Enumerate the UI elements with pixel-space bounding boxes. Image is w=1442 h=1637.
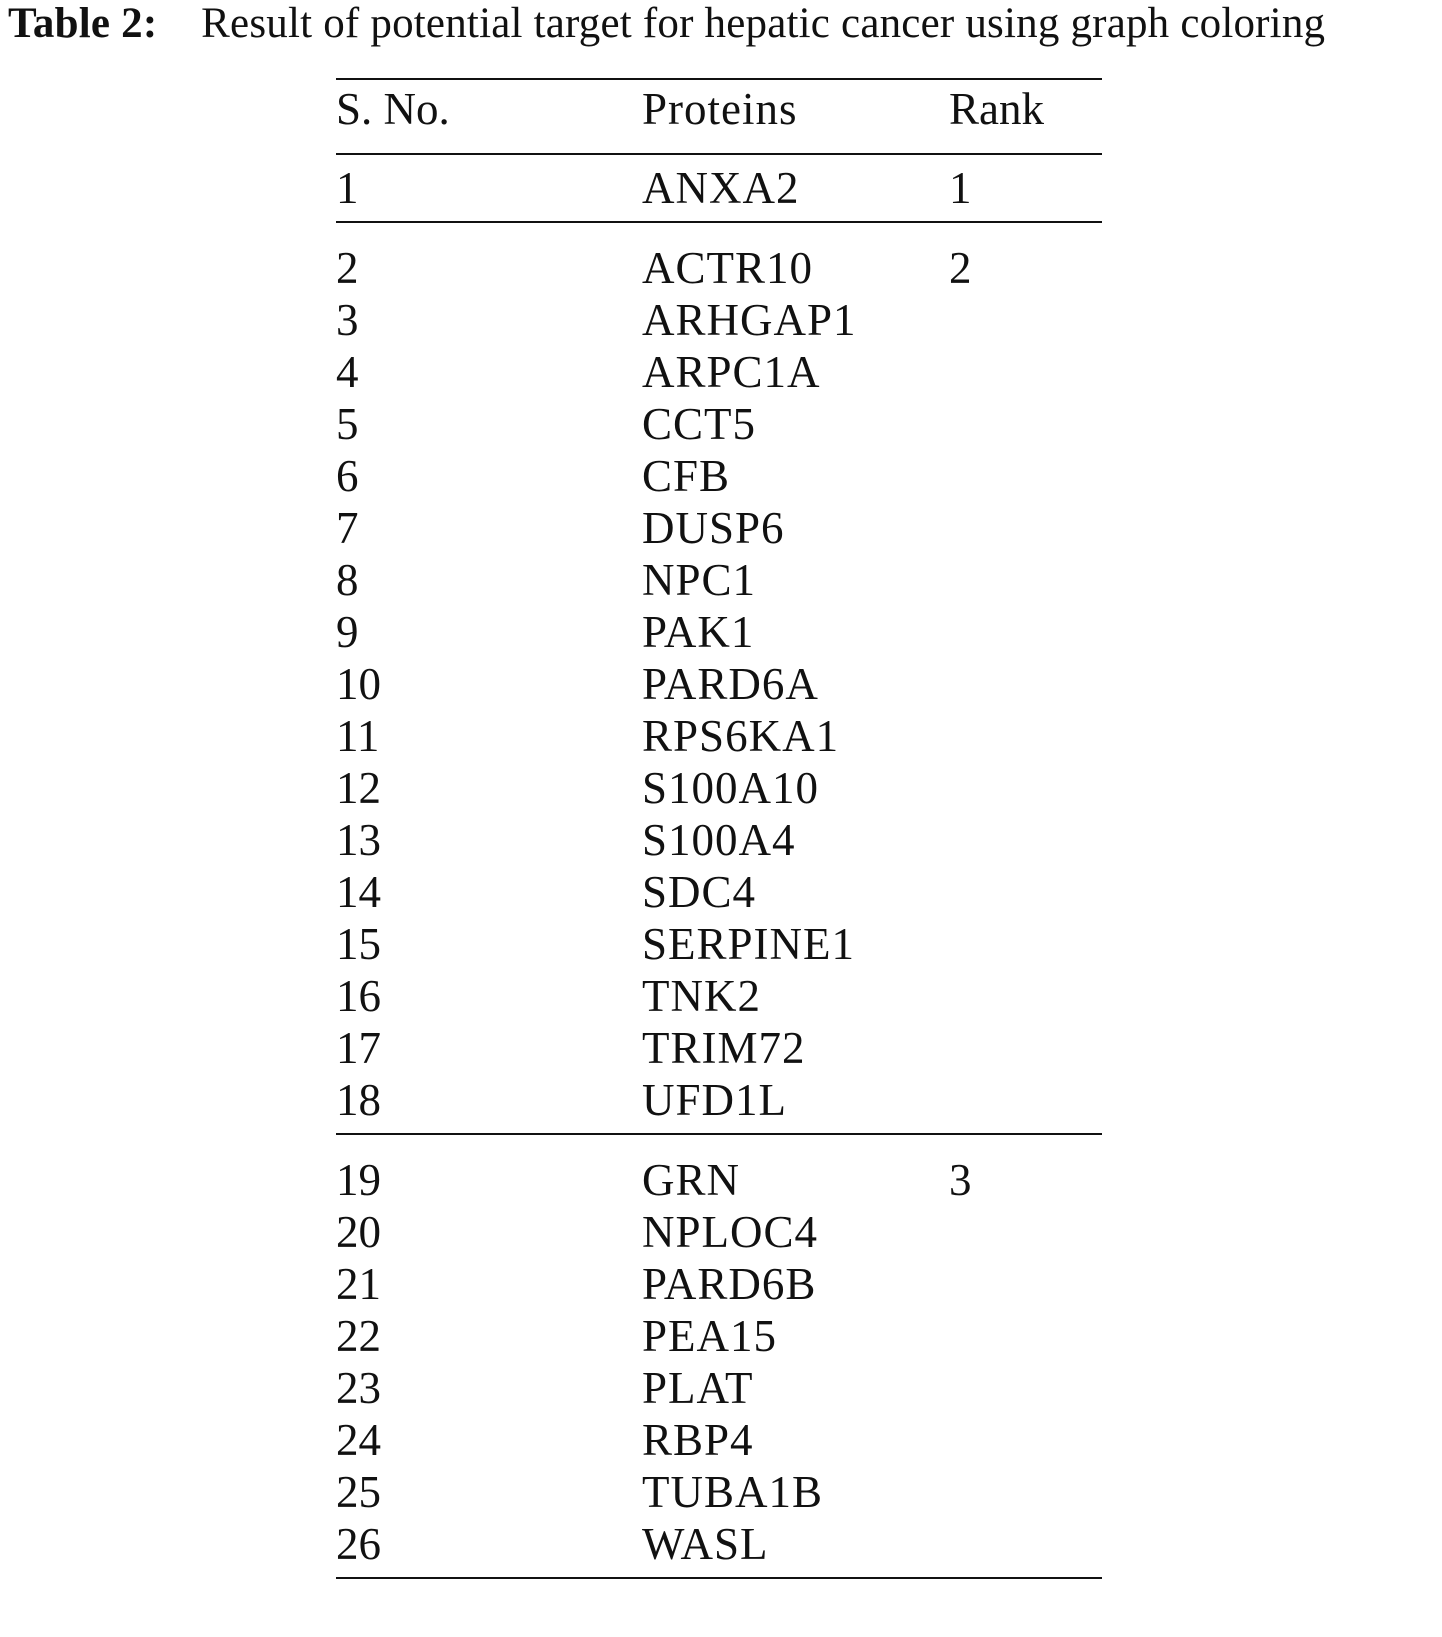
cell-protein: PARD6A bbox=[642, 659, 819, 709]
table-caption-spacer bbox=[168, 0, 190, 47]
table-caption bbox=[8, 0, 1325, 48]
cell-sno: 22 bbox=[336, 1311, 381, 1361]
header-rule bbox=[336, 153, 1102, 155]
table-caption-text: Result of potential target for hepatic cancer using graph coloring bbox=[201, 0, 1326, 47]
cell-protein: S100A4 bbox=[642, 815, 796, 865]
cell-sno: 19 bbox=[336, 1155, 381, 1205]
cell-sno: 13 bbox=[336, 815, 381, 865]
cell-sno: 8 bbox=[336, 555, 359, 605]
cell-sno: 9 bbox=[336, 607, 359, 657]
cell-protein: ARPC1A bbox=[642, 347, 821, 397]
cell-protein: S100A10 bbox=[642, 763, 820, 813]
cell-protein: ANXA2 bbox=[642, 163, 800, 213]
bottom-rule bbox=[336, 1577, 1102, 1579]
cell-sno: 11 bbox=[336, 711, 380, 761]
header-proteins: Proteins bbox=[642, 84, 798, 134]
cell-protein: ARHGAP1 bbox=[642, 295, 857, 345]
cell-sno: 4 bbox=[336, 347, 359, 397]
cell-protein: NPLOC4 bbox=[642, 1207, 819, 1257]
top-rule bbox=[336, 78, 1102, 80]
cell-protein: WASL bbox=[642, 1519, 769, 1569]
cell-sno: 18 bbox=[336, 1075, 381, 1125]
cell-sno: 15 bbox=[336, 919, 381, 969]
cell-sno: 3 bbox=[336, 295, 359, 345]
cell-sno: 12 bbox=[336, 763, 381, 813]
cell-sno: 23 bbox=[336, 1363, 381, 1413]
cell-rank: 1 bbox=[949, 163, 972, 213]
cell-protein: PEA15 bbox=[642, 1311, 778, 1361]
cell-protein: RBP4 bbox=[642, 1415, 754, 1465]
cell-protein: DUSP6 bbox=[642, 503, 785, 553]
cell-protein: PARD6B bbox=[642, 1259, 817, 1309]
cell-protein: SDC4 bbox=[642, 867, 757, 917]
cell-protein: NPC1 bbox=[642, 555, 757, 605]
cell-sno: 5 bbox=[336, 399, 359, 449]
cell-sno: 16 bbox=[336, 971, 381, 1021]
cell-protein: TRIM72 bbox=[642, 1023, 806, 1073]
cell-sno: 25 bbox=[336, 1467, 381, 1517]
cell-protein: PAK1 bbox=[642, 607, 755, 657]
cell-protein: RPS6KA1 bbox=[642, 711, 840, 761]
cell-sno: 17 bbox=[336, 1023, 381, 1073]
cell-protein: SERPINE1 bbox=[642, 919, 856, 969]
cell-rank: 2 bbox=[949, 243, 972, 293]
cell-sno: 26 bbox=[336, 1519, 381, 1569]
cell-rank: 3 bbox=[949, 1155, 972, 1205]
table-caption-label: Table 2: bbox=[8, 0, 158, 47]
cell-protein: GRN bbox=[642, 1155, 741, 1205]
cell-sno: 20 bbox=[336, 1207, 381, 1257]
group-rule bbox=[336, 1133, 1102, 1135]
cell-sno: 6 bbox=[336, 451, 359, 501]
group-rule bbox=[336, 221, 1102, 223]
cell-sno: 21 bbox=[336, 1259, 381, 1309]
cell-protein: CCT5 bbox=[642, 399, 757, 449]
cell-sno: 24 bbox=[336, 1415, 381, 1465]
cell-sno: 1 bbox=[336, 163, 359, 213]
cell-protein: TUBA1B bbox=[642, 1467, 824, 1517]
cell-protein: CFB bbox=[642, 451, 731, 501]
header-sno: S. No. bbox=[336, 84, 450, 134]
cell-protein: PLAT bbox=[642, 1363, 754, 1413]
cell-protein: ACTR10 bbox=[642, 243, 814, 293]
cell-sno: 10 bbox=[336, 659, 381, 709]
cell-protein: TNK2 bbox=[642, 971, 761, 1021]
cell-sno: 7 bbox=[336, 503, 359, 553]
cell-protein: UFD1L bbox=[642, 1075, 788, 1125]
cell-sno: 2 bbox=[336, 243, 359, 293]
cell-sno: 14 bbox=[336, 867, 381, 917]
header-rank: Rank bbox=[949, 84, 1044, 134]
